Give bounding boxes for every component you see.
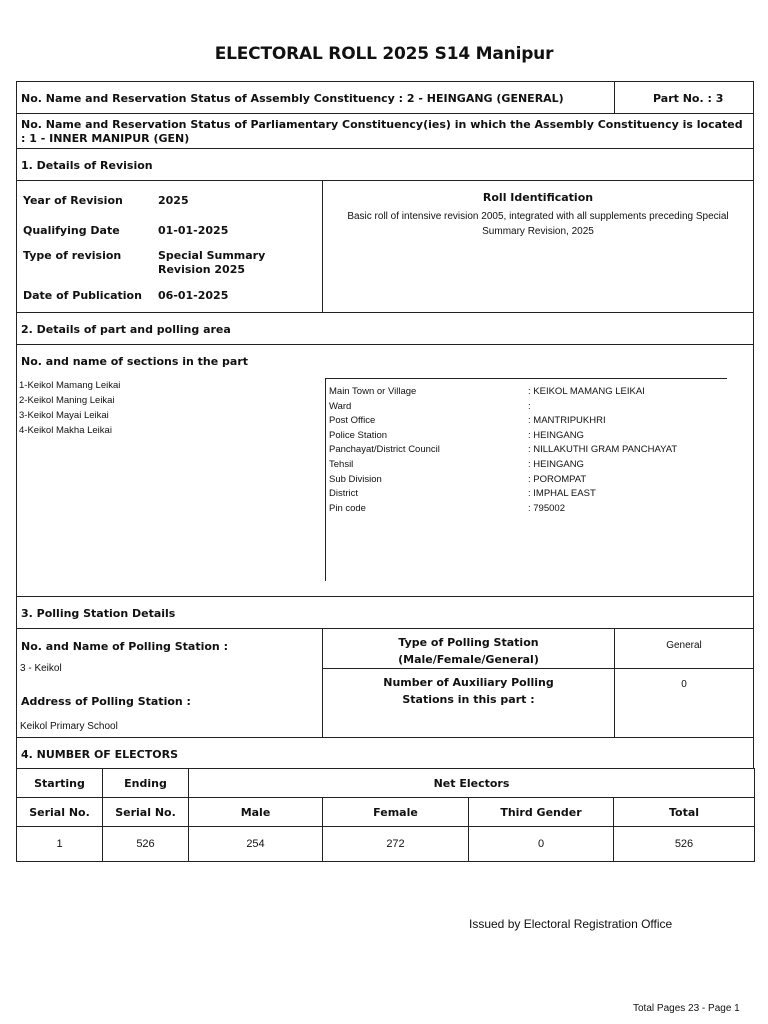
- detail-value-district: : IMPHAL EAST: [528, 488, 596, 500]
- polling-type-value-cell: [614, 628, 754, 669]
- detail-value-panchayat: : NILLAKUTHI GRAM PANCHAYAT: [528, 444, 678, 456]
- detail-value-pin-code: : 795002: [528, 502, 565, 514]
- third-gender-value: 0: [469, 827, 614, 862]
- aux-stations-value: 0: [681, 679, 687, 690]
- polling-type-label: [323, 634, 614, 668]
- detail-value-tehsil: : HEINGANG: [528, 459, 584, 470]
- male-value: 254: [189, 827, 323, 862]
- third-gender-header: Third Gender: [469, 798, 614, 827]
- revision-heading-row: [16, 148, 754, 181]
- total-header: Total: [614, 798, 755, 827]
- starting-serial-header-top: Starting: [17, 769, 103, 798]
- type-of-revision-value: Special Summary Revision 2025: [158, 249, 266, 276]
- polling-station-box: [16, 628, 323, 738]
- parliamentary-constituency-row: [16, 113, 754, 149]
- polling-heading-row: [16, 596, 754, 629]
- part-no: Part No. : 3: [653, 92, 724, 105]
- qualifying-date-value: 01-01-2025: [158, 224, 229, 237]
- area-panel-left-border: [325, 378, 326, 581]
- parliamentary-constituency: No. Name and Reservation Status of Parliamentary Constituency(ies) in which the Assembly Constituency is located : 1 - INNER MANIPUR (GEN): [21, 118, 743, 145]
- section-item: 2-Keikol Maning Leikai: [19, 395, 115, 406]
- polling-type-label-line2: (Male/Female/General): [398, 653, 539, 666]
- aux-stations-label-line1: Number of Auxiliary Polling: [383, 676, 554, 689]
- table-row: [17, 827, 755, 862]
- detail-label-ward: Ward: [329, 400, 352, 412]
- ending-serial-header-bottom: Serial No.: [103, 798, 189, 827]
- roll-identification-text: Basic roll of intensive revision 2005, integrated with all supplements preceding Special Summary Revision, 2025: [347, 211, 729, 237]
- aux-stations-label-line2: Stations in this part :: [402, 693, 535, 706]
- female-header: Female: [323, 798, 469, 827]
- detail-label-district: District: [329, 488, 359, 500]
- electors-heading-row: [16, 737, 754, 769]
- section-item: 3-Keikol Mayai Leikai: [19, 410, 109, 421]
- detail-value-police-station: : HEINGANG: [528, 429, 584, 441]
- electors-heading: 4. NUMBER OF ELECTORS: [21, 748, 178, 761]
- area-panel-top-border: [325, 378, 727, 379]
- polling-heading: 3. Polling Station Details: [21, 607, 176, 620]
- revision-heading: 1. Details of Revision: [21, 159, 153, 172]
- sections-list: [19, 378, 120, 438]
- revision-details-box: [16, 180, 323, 313]
- detail-value-ward: :: [528, 400, 531, 412]
- area-details: [329, 385, 749, 525]
- page-counter: Total Pages 23 - Page 1: [633, 1003, 740, 1014]
- part-details-box: [16, 344, 754, 597]
- part-no-cell: [614, 81, 754, 114]
- detail-value-post-office: : MANTRIPUKHRI: [528, 415, 606, 427]
- ending-serial-value: 526: [103, 827, 189, 862]
- aux-stations-label-cell: [322, 668, 615, 738]
- starting-serial-header-bottom: Serial No.: [17, 798, 103, 827]
- polling-station-name-value: 3 - Keikol: [20, 663, 62, 674]
- aux-stations-value-cell: [614, 668, 754, 738]
- issued-by: Issued by Electoral Registration Office: [469, 917, 673, 931]
- detail-label-main-town: Main Town or Village: [329, 386, 417, 397]
- year-of-revision-label: Year of Revision: [23, 194, 123, 207]
- document-title: ELECTORAL ROLL 2025 S14 Manipur: [214, 44, 554, 64]
- part-heading-row: [16, 312, 754, 345]
- roll-identification-box: [322, 180, 754, 313]
- detail-label-police-station: Police Station: [329, 429, 388, 441]
- female-value: 272: [323, 827, 469, 862]
- polling-type-value: General: [666, 640, 702, 651]
- aux-stations-label: [323, 674, 614, 708]
- net-electors-header: Net Electors: [189, 769, 755, 798]
- starting-serial-value: 1: [17, 827, 103, 862]
- qualifying-date-label: Qualifying Date: [23, 224, 120, 237]
- electors-header-row-2: [17, 798, 755, 827]
- detail-label-pin-code: Pin code: [329, 502, 366, 514]
- year-of-revision-value: 2025: [158, 194, 189, 207]
- roll-identification-heading: Roll Identification: [482, 191, 594, 204]
- detail-value-sub-division: : POROMPAT: [528, 473, 587, 485]
- ending-serial-header-top: Ending: [103, 769, 189, 798]
- assembly-constituency: No. Name and Reservation Status of Assembly Constituency : 2 - HEINGANG (GENERAL): [21, 92, 564, 105]
- part-heading: 2. Details of part and polling area: [21, 323, 231, 336]
- electors-header-row-1: [17, 769, 755, 798]
- total-value: 526: [614, 827, 755, 862]
- male-header: Male: [189, 798, 323, 827]
- sections-heading: No. and name of sections in the part: [21, 355, 249, 368]
- polling-station-name-label: No. and Name of Polling Station :: [21, 640, 228, 653]
- detail-label-panchayat: Panchayat/District Council: [329, 444, 440, 456]
- detail-label-sub-division: Sub Division: [329, 473, 382, 485]
- type-of-revision-label: Type of revision: [23, 249, 122, 262]
- detail-value-main-town: : KEIKOL MAMANG LEIKAI: [528, 386, 645, 397]
- date-of-publication-value: 06-01-2025: [158, 289, 229, 302]
- polling-station-address-label: Address of Polling Station :: [21, 695, 191, 708]
- detail-label-post-office: Post Office: [329, 415, 376, 427]
- polling-type-label-cell: [322, 628, 615, 669]
- section-item: 4-Keikol Makha Leikai: [19, 425, 112, 436]
- date-of-publication-label: Date of Publication: [23, 289, 142, 302]
- polling-station-address-value: Keikol Primary School: [20, 721, 118, 732]
- section-item: 1-Keikol Mamang Leikai: [19, 380, 121, 391]
- electors-table: [16, 768, 755, 862]
- detail-label-tehsil: Tehsil: [329, 459, 354, 470]
- polling-type-label-line1: Type of Polling Station: [398, 636, 539, 649]
